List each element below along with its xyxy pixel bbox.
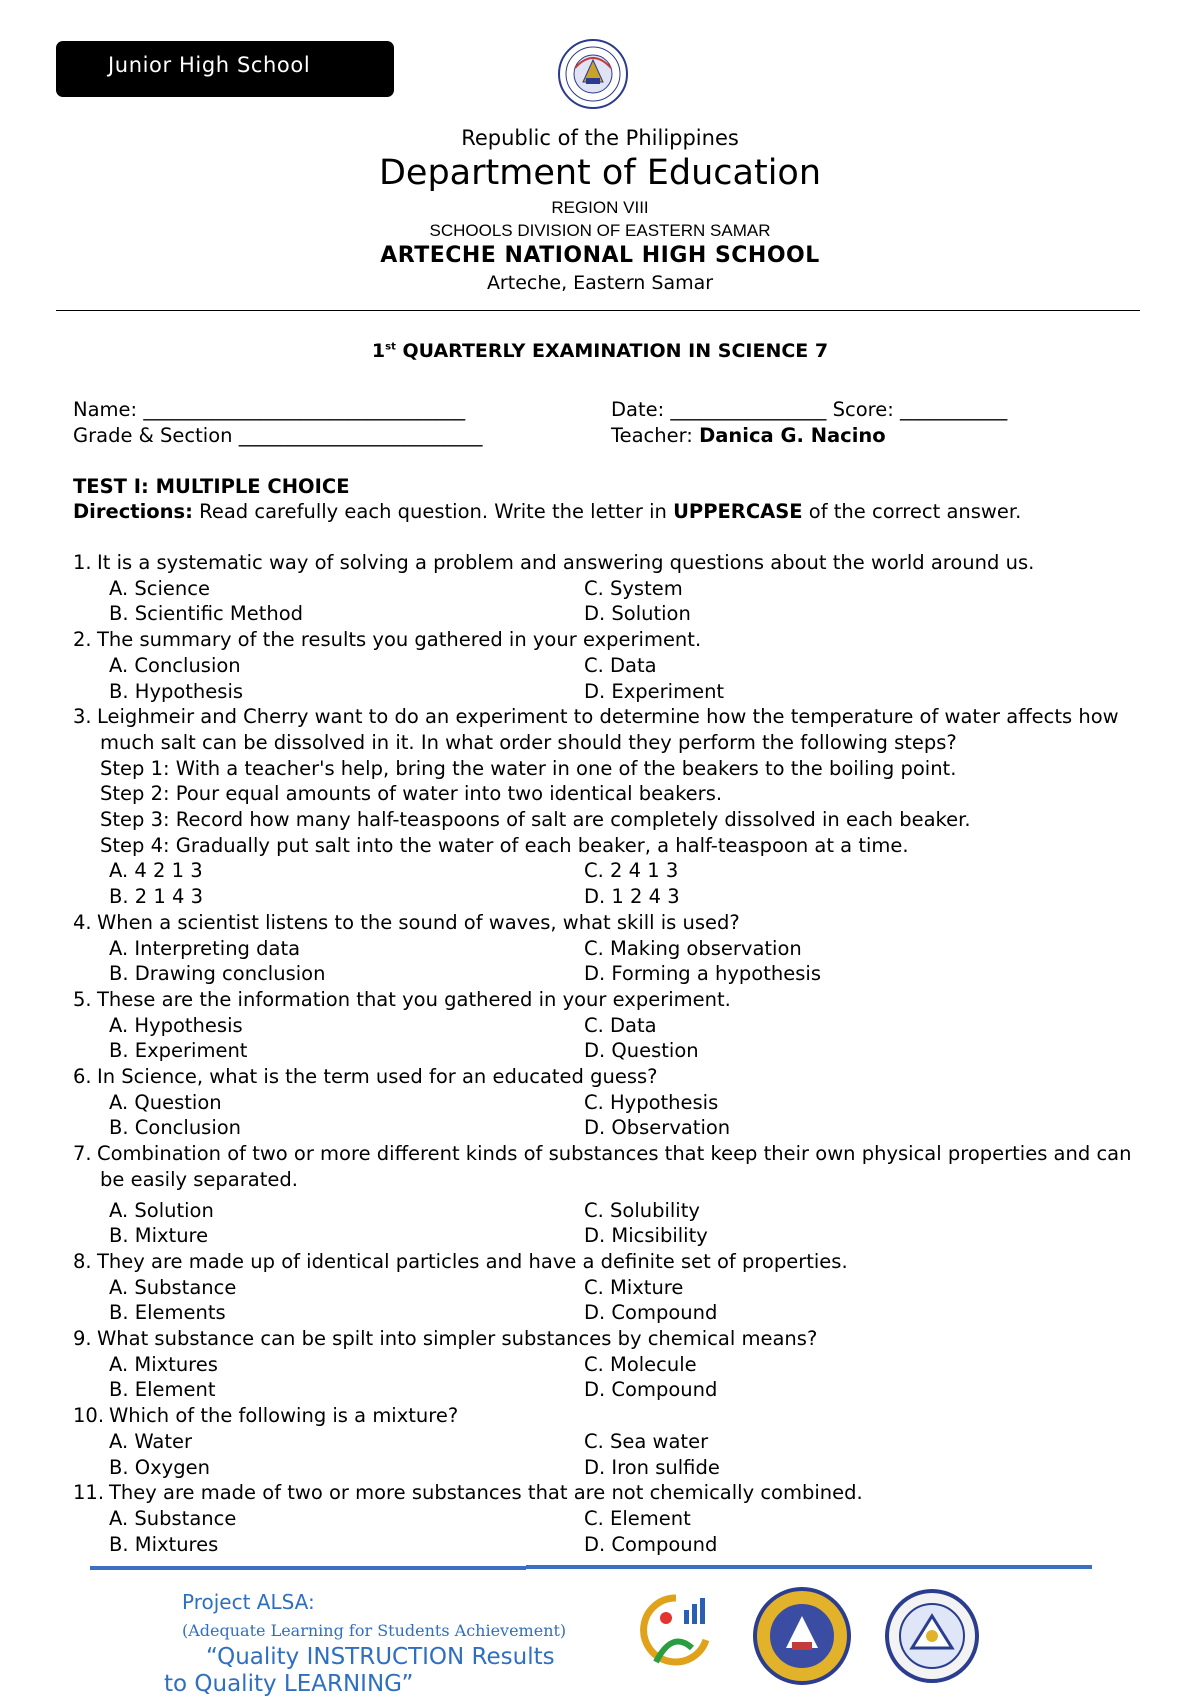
name-field[interactable] xyxy=(73,398,465,421)
question-text: These are the information that you gathered in your experiment. xyxy=(97,987,731,1011)
arteche-nhs-seal xyxy=(752,1586,852,1686)
answer-option: D. Compound xyxy=(584,1532,718,1556)
score-label: Score: xyxy=(832,398,894,421)
answer-option: A. Conclusion xyxy=(109,653,241,677)
project-expansion: (Adequate Learning for Students Achievement) xyxy=(182,1621,567,1640)
answer-option: D. Solution xyxy=(584,602,691,626)
answer-option: D. Iron sulfide xyxy=(584,1455,720,1479)
answer-option: D. Question xyxy=(584,1039,699,1063)
directions-label: Directions: xyxy=(73,500,193,523)
answer-option: A. 4 2 1 3 xyxy=(109,859,203,883)
grade-label: Grade & Section xyxy=(73,424,233,447)
answer-option: C. Data xyxy=(584,653,657,677)
directions-text-post: of the correct answer. xyxy=(802,500,1022,523)
answer-option: D. Observation xyxy=(584,1116,731,1140)
question-number: 4. xyxy=(73,910,92,934)
answer-option: B. Drawing conclusion xyxy=(109,962,326,986)
answer-option: A. Solution xyxy=(109,1198,214,1222)
answer-option: B. Oxygen xyxy=(109,1455,210,1479)
question-text-continued: Step 1: With a teacher's help, bring the water in one of the beakers to the boiling point. xyxy=(100,756,957,780)
junior-high-school-badge: Junior High School xyxy=(56,41,394,97)
exam-title-superscript: st xyxy=(385,341,396,353)
question-number: 5. xyxy=(73,987,92,1011)
date-score-fields xyxy=(611,398,1007,421)
question-text-continued: be easily separated. xyxy=(100,1167,298,1191)
answer-option: D. Forming a hypothesis xyxy=(584,962,821,986)
project-tagline-line2: to Quality LEARNING” xyxy=(164,1671,414,1697)
answer-option: A. Mixtures xyxy=(109,1352,218,1376)
answer-option: B. Elements xyxy=(109,1301,226,1325)
date-blank[interactable]: ________________ xyxy=(670,398,827,421)
question-text: They are made up of identical particles and have a definite set of properties. xyxy=(97,1249,848,1273)
question-text: Which of the following is a mixture? xyxy=(109,1404,459,1428)
answer-option: C. Sea water xyxy=(584,1429,709,1453)
project-tagline-line1: “Quality INSTRUCTION Results xyxy=(206,1644,555,1670)
question-text: What substance can be spilt into simpler substances by chemical means? xyxy=(97,1327,818,1350)
sdo-eastern-samar-seal xyxy=(884,1588,980,1684)
answer-option: B. Mixture xyxy=(109,1224,209,1248)
question-text: Leighmeir and Cherry want to do an experiment to determine how the temperature of water affects how xyxy=(97,705,1119,729)
answer-option: C. Molecule xyxy=(584,1352,697,1376)
test-heading: TEST I: MULTIPLE CHOICE xyxy=(73,475,350,498)
school-name: ARTECHE NATIONAL HIGH SCHOOL xyxy=(380,243,820,268)
question-number: 8. xyxy=(73,1249,92,1273)
question-text-continued: Step 4: Gradually put salt into the water of each beaker, a half-teaspoon at a time. xyxy=(100,833,909,857)
teacher-field xyxy=(611,424,886,447)
answer-option: B. Hypothesis xyxy=(109,679,244,703)
answer-option: B. Experiment xyxy=(109,1039,248,1063)
question-text: The summary of the results you gathered in your experiment. xyxy=(97,628,702,652)
directions-text-pre: Read carefully each question. Write the letter in xyxy=(192,500,674,523)
name-label: Name: xyxy=(73,398,138,421)
project-name: Project ALSA: xyxy=(182,1590,315,1614)
question-text: It is a systematic way of solving a problem and answering questions about the world around us. xyxy=(97,551,1035,574)
question-number: 9. xyxy=(73,1327,92,1350)
question-number: 1. xyxy=(73,551,92,574)
answer-option: D. Experiment xyxy=(584,679,725,703)
question-number: 10. xyxy=(73,1404,105,1428)
question-text: When a scientist listens to the sound of waves, what skill is used? xyxy=(97,910,740,934)
footer-divider-right xyxy=(526,1565,1092,1569)
region-heading: REGION VIII xyxy=(551,198,649,217)
answer-option: C. Making observation xyxy=(584,936,802,960)
directions xyxy=(73,500,1021,523)
exam-title xyxy=(0,340,1200,362)
answer-option: C. System xyxy=(584,576,683,600)
footer-divider-left xyxy=(90,1566,526,1570)
answer-option: C. 2 4 1 3 xyxy=(584,859,679,883)
question-text-continued: Step 2: Pour equal amounts of water into two identical beakers. xyxy=(100,782,723,806)
deped-seal-logo xyxy=(557,38,629,110)
exam-title-text: QUARTERLY EXAMINATION IN SCIENCE 7 xyxy=(395,340,829,362)
answer-option: A. Hypothesis xyxy=(109,1013,243,1037)
answer-option: A. Science xyxy=(109,576,210,600)
school-address: Arteche, Eastern Samar xyxy=(486,272,714,294)
date-label: Date: xyxy=(611,398,665,421)
question-number: 2. xyxy=(73,628,92,652)
answer-option: A. Substance xyxy=(109,1506,237,1530)
answer-option: B. Element xyxy=(109,1378,216,1402)
republic-heading: Republic of the Philippines xyxy=(461,126,739,150)
question-text: In Science, what is the term used for an educated guess? xyxy=(97,1065,658,1088)
answer-option: C. Hypothesis xyxy=(584,1090,719,1114)
question-text-continued: Step 3: Record how many half-teaspoons of salt are completely dissolved in each beaker. xyxy=(100,808,971,831)
answer-option: C. Mixture xyxy=(584,1275,684,1299)
alsa-logo xyxy=(636,1590,716,1678)
answer-option: D. Micsibility xyxy=(584,1224,708,1248)
answer-option: D. 1 2 4 3 xyxy=(584,885,680,909)
answer-option: A. Substance xyxy=(109,1275,237,1299)
exam-title-number: 1 xyxy=(371,340,386,362)
question-text: Combination of two or more different kinds of substances that keep their own physical properties and can xyxy=(97,1142,1132,1166)
teacher-label: Teacher: xyxy=(611,424,693,447)
answer-option: B. Conclusion xyxy=(109,1116,242,1140)
answer-option: C. Data xyxy=(584,1013,657,1037)
question-number: 7. xyxy=(73,1142,92,1166)
teacher-name: Danica G. Nacino xyxy=(699,424,886,447)
name-blank[interactable]: _________________________________ xyxy=(143,398,466,421)
question-text: They are made of two or more substances that are not chemically combined. xyxy=(109,1481,863,1505)
answer-option: A. Question xyxy=(109,1090,222,1114)
answer-option: B. Scientific Method xyxy=(109,602,304,626)
department-heading: Department of Education xyxy=(378,153,822,193)
question-number: 11. xyxy=(73,1481,105,1505)
question-number: 3. xyxy=(73,705,92,729)
answer-option: D. Compound xyxy=(584,1301,718,1325)
grade-blank[interactable]: _________________________ xyxy=(238,424,483,447)
score-blank[interactable]: ___________ xyxy=(899,398,1008,421)
question-number: 6. xyxy=(73,1065,92,1088)
answer-option: C. Element xyxy=(584,1506,691,1530)
answer-option: A. Interpreting data xyxy=(109,936,301,960)
directions-emphasis: UPPERCASE xyxy=(673,500,803,523)
answer-option: B. 2 1 4 3 xyxy=(109,885,203,909)
answer-option: B. Mixtures xyxy=(109,1532,219,1556)
grade-section-field[interactable] xyxy=(73,424,482,447)
answer-option: D. Compound xyxy=(584,1378,718,1402)
division-heading: SCHOOLS DIVISION OF EASTERN SAMAR xyxy=(429,221,771,240)
header-divider xyxy=(56,310,1140,311)
answer-option: A. Water xyxy=(109,1429,193,1453)
question-text-continued: much salt can be dissolved in it. In what order should they perform the following steps? xyxy=(100,730,957,754)
answer-option: C. Solubility xyxy=(584,1198,700,1222)
